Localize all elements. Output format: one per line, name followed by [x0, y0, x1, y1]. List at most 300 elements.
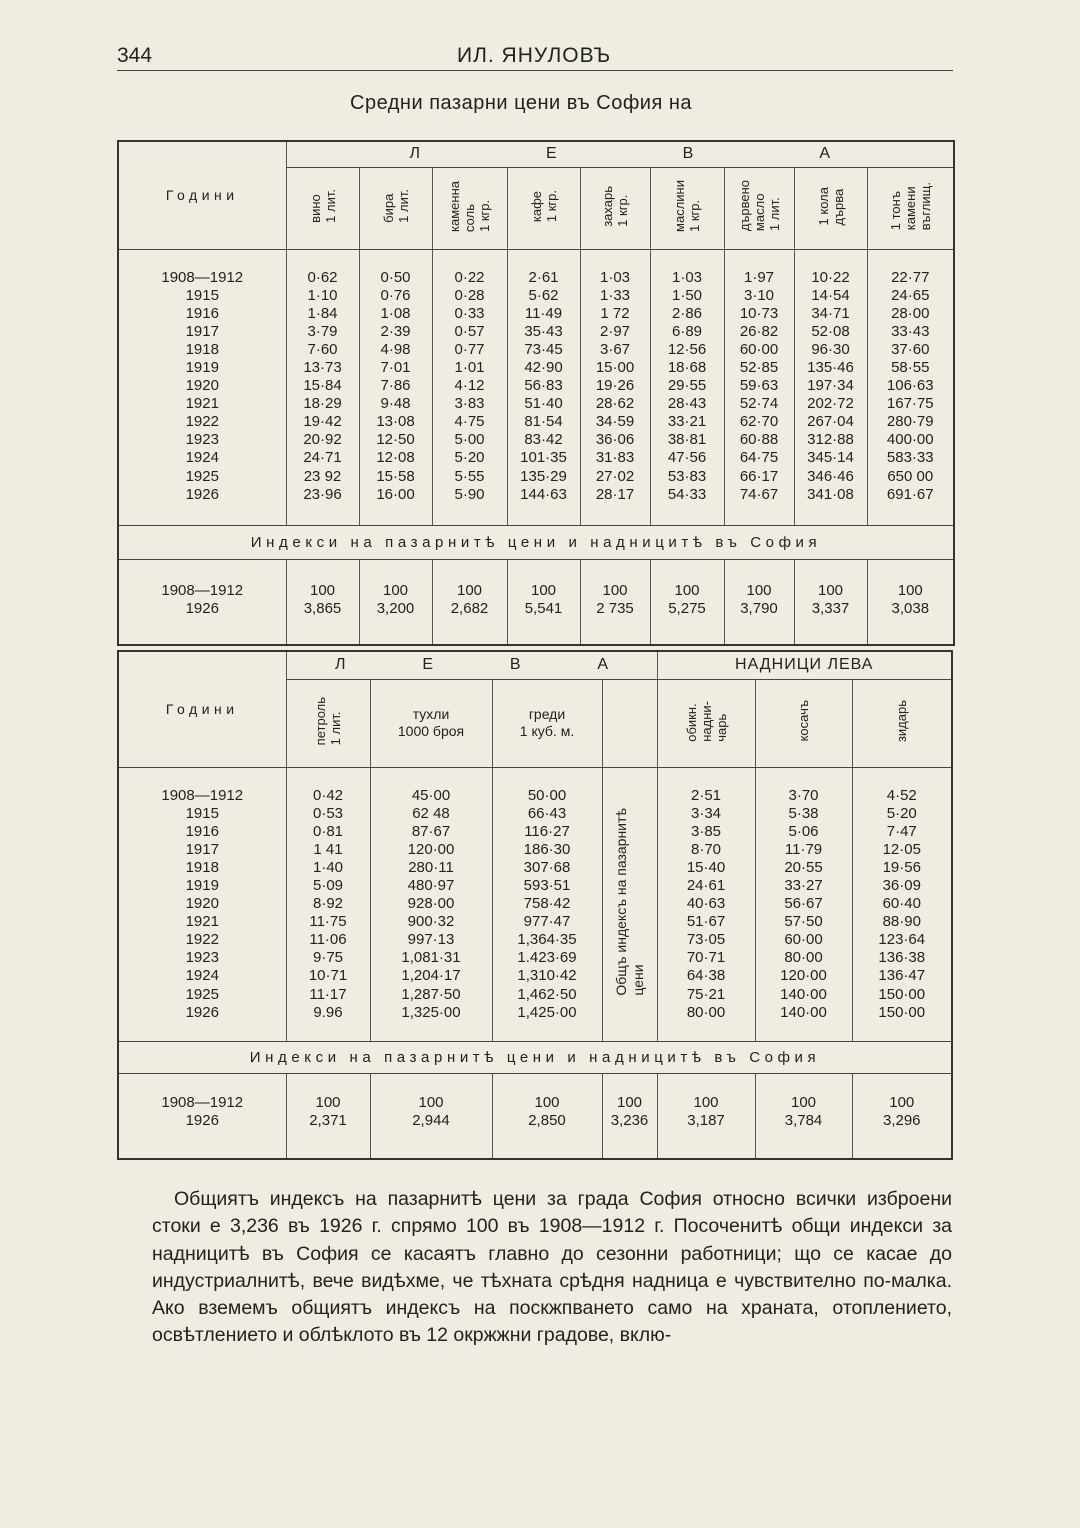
column-header: 1 тонъ камени въглищ. — [867, 167, 954, 249]
table-cell: 1920 — [185, 377, 219, 395]
table-cell: 1·40 — [312, 858, 344, 876]
data-column — [492, 767, 602, 1041]
table-cell: 57·50 — [784, 913, 823, 931]
table-cell: 11·06 — [309, 931, 347, 949]
table-cell: 3,865 — [303, 599, 342, 617]
table-cell: 14·54 — [811, 286, 850, 304]
data-column — [359, 249, 432, 525]
table-cell: 6·89 — [671, 322, 703, 340]
table-cell: 100 — [602, 581, 628, 599]
table-cell: 80·00 — [686, 1003, 726, 1021]
table-cell: 7·60 — [307, 340, 338, 358]
table-cell: 1921 — [185, 395, 219, 413]
column-header: косачъ — [755, 679, 852, 767]
data-column — [867, 249, 954, 525]
table-cell: 3,784 — [784, 1111, 823, 1129]
table-cell: 0·28 — [454, 286, 485, 304]
table-cell: 5·90 — [454, 485, 485, 503]
table-cell: 20·55 — [784, 858, 823, 876]
table-cell: 3,790 — [740, 599, 778, 617]
table-cell: 18·68 — [667, 358, 707, 376]
column-header: захарь 1 кгр. — [580, 167, 650, 249]
table-cell: 1926 — [185, 485, 219, 503]
table-cell: 120·00 — [407, 840, 455, 858]
table-cell: 691·67 — [886, 485, 934, 503]
table-cell: 1·01 — [454, 358, 485, 376]
table-cell: 40·63 — [686, 895, 726, 913]
wages-header: НАДНИЦИ ЛЕВА — [657, 651, 952, 679]
table-cell: 24·71 — [303, 449, 342, 467]
table-cell: 29·55 — [667, 377, 707, 395]
table-cell: 1926 — [185, 1111, 219, 1129]
table-cell: 186·30 — [523, 840, 571, 858]
table-cell: 3·83 — [454, 395, 485, 413]
table-cell: 202·72 — [807, 395, 854, 413]
group-letter: А — [597, 656, 609, 674]
table-cell: 0·22 — [454, 268, 485, 286]
table-cell: 997·13 — [407, 931, 455, 949]
table-cell: 15·84 — [303, 377, 342, 395]
table-cell: 150·00 — [878, 1003, 926, 1021]
table-cell: 144·63 — [520, 485, 567, 503]
table-cell: 52·08 — [811, 322, 850, 340]
table-cell: 19·26 — [595, 377, 635, 395]
index-column — [492, 1073, 602, 1159]
table-cell: 1920 — [185, 895, 219, 913]
group-letter: Е — [422, 656, 433, 674]
table-cell: 928·00 — [407, 895, 455, 913]
table-cell: 5·00 — [454, 431, 485, 449]
table-cell: 1926 — [185, 599, 219, 617]
table-cell: 5,275 — [668, 599, 706, 617]
table-cell: 74·67 — [739, 485, 779, 503]
table-cell: 4·12 — [454, 377, 485, 395]
years-header: Години — [118, 141, 286, 249]
table-cell: 100 — [315, 1093, 341, 1111]
table-cell: 5·20 — [886, 804, 917, 822]
table-cell: 5·55 — [454, 467, 485, 485]
overall-index-label: Общъ индексъ на пазарнитѣ цени — [602, 767, 657, 1041]
table-cell: 8·92 — [312, 895, 344, 913]
table-cell: 13·73 — [303, 358, 342, 376]
table-cell: 60·40 — [882, 895, 921, 913]
table-cell: 1,204·17 — [401, 967, 461, 985]
table-cell: 280·79 — [886, 413, 934, 431]
table-cell: 100 — [534, 1093, 560, 1111]
table-cell: 2 735 — [596, 599, 634, 617]
column-header: кафе 1 кгр. — [507, 167, 580, 249]
table-cell: 1915 — [185, 286, 219, 304]
index-column — [852, 1073, 952, 1159]
table-cell: 123·64 — [878, 931, 926, 949]
table-cell: 12·05 — [882, 840, 921, 858]
table-cell: 5·09 — [312, 876, 344, 894]
table-cell: 1919 — [185, 358, 219, 376]
table-cell: 28·43 — [667, 395, 707, 413]
table-cell: 1923 — [185, 431, 219, 449]
table-cell: 60·88 — [739, 431, 779, 449]
table-cell: 7·86 — [380, 377, 411, 395]
table-cell: 346·46 — [807, 467, 854, 485]
table-cell: 66·43 — [527, 804, 567, 822]
table-cell: 2,371 — [309, 1111, 347, 1129]
table-cell: 136·47 — [878, 967, 926, 985]
index-column — [580, 559, 650, 645]
table-cell: 23·96 — [303, 485, 342, 503]
table-cell: 1·97 — [743, 268, 775, 286]
table-cell: 1908—1912 — [161, 786, 244, 804]
table-cell: 54·33 — [667, 485, 707, 503]
table-cell: 1·50 — [671, 286, 703, 304]
table-cell: 2,850 — [528, 1111, 566, 1129]
table-cell: 1,462·50 — [517, 985, 577, 1003]
data-column — [432, 249, 507, 525]
table-cell: 140·00 — [780, 1003, 827, 1021]
table-cell: 100 — [309, 581, 336, 599]
table-cell: 1922 — [185, 413, 219, 431]
table-cell: 11·17 — [309, 985, 347, 1003]
table-cell: 4·75 — [454, 413, 485, 431]
table-cell: 1925 — [185, 985, 219, 1003]
table-cell: 650 00 — [887, 467, 934, 485]
table-cell: 4·98 — [380, 340, 411, 358]
table-cell: 3,296 — [882, 1111, 921, 1129]
column-header: зидарь — [852, 679, 952, 767]
table-cell: 18·29 — [303, 395, 342, 413]
table-cell: 2·86 — [671, 304, 703, 322]
table-cell: 50·00 — [527, 786, 567, 804]
table-cell: 3·79 — [307, 322, 338, 340]
table-cell: 100 — [382, 581, 409, 599]
table-cell: 100 — [456, 581, 483, 599]
table-cell: 24·61 — [686, 876, 726, 894]
table-cell: 101·35 — [520, 449, 567, 467]
index-column — [602, 1073, 657, 1159]
column-header: каменна соль 1 кгр. — [432, 167, 507, 249]
table-cell: 150·00 — [878, 985, 926, 1003]
table-cell: 33·43 — [891, 322, 930, 340]
table-cell: 60·00 — [784, 931, 823, 949]
index-column — [794, 559, 867, 645]
column-header: 1 кола дърва — [794, 167, 867, 249]
table-cell: 280·11 — [408, 858, 454, 876]
table-cell: 62 48 — [412, 804, 450, 822]
table-cell: 167·75 — [886, 395, 934, 413]
column-header: петроль 1 лит. — [286, 679, 370, 767]
table-cell: 100 — [674, 581, 700, 599]
table-cell: 10·71 — [308, 967, 348, 985]
table-cell: 0·76 — [380, 286, 411, 304]
table-cell: 42·90 — [524, 358, 563, 376]
table-cell: 1908—1912 — [161, 581, 244, 599]
table-cell: 1 41 — [313, 840, 343, 858]
index-column — [657, 1073, 755, 1159]
column-header: дървено масло 1 лит. — [724, 167, 794, 249]
table-cell: 34·71 — [811, 304, 850, 322]
table-cell: 12·50 — [376, 431, 415, 449]
table-cell: 88·90 — [882, 913, 921, 931]
table-cell: 100 — [693, 1093, 719, 1111]
index-column — [867, 559, 954, 645]
table-cell: 9·75 — [312, 949, 344, 967]
table-cell: 100 — [418, 1093, 444, 1111]
table-cell: 31·83 — [595, 449, 635, 467]
table-cell: 35·43 — [524, 322, 563, 340]
group-letter: Л — [409, 145, 420, 163]
table-cell: 136·38 — [878, 949, 926, 967]
table-cell: 10·22 — [811, 268, 850, 286]
years-header: Години — [118, 651, 286, 767]
table-cell: 0·50 — [380, 268, 411, 286]
table-cell: 53·83 — [667, 467, 707, 485]
page-header — [117, 38, 953, 71]
prices-table-1 — [117, 140, 955, 646]
group-letter: А — [819, 145, 831, 163]
table-cell: 59·63 — [739, 377, 779, 395]
table-cell: 1916 — [185, 822, 219, 840]
table-cell: 1,325·00 — [401, 1003, 461, 1021]
body-paragraph — [152, 1186, 952, 1350]
table-cell: 52·74 — [739, 395, 779, 413]
table-cell: 2·61 — [528, 268, 559, 286]
table-cell: 1922 — [185, 931, 219, 949]
index-years — [118, 559, 286, 645]
table-cell: 1919 — [185, 876, 219, 894]
table-cell: 80·00 — [784, 949, 823, 967]
index-column — [359, 559, 432, 645]
table-cell: 12·08 — [376, 449, 415, 467]
table-cell: 1924 — [185, 967, 219, 985]
years-column — [118, 767, 286, 1041]
table-cell: 1926 — [185, 1003, 219, 1021]
table-cell: 267·04 — [807, 413, 854, 431]
table-cell: 96·30 — [811, 340, 850, 358]
group-letter: Е — [546, 145, 557, 163]
index-column — [724, 559, 794, 645]
table-cell: 3·34 — [691, 804, 722, 822]
table-cell: 0·42 — [312, 786, 344, 804]
data-column — [657, 767, 755, 1041]
prices-table-2 — [117, 650, 953, 1160]
group-header — [286, 651, 657, 679]
table-cell: 10·73 — [739, 304, 779, 322]
column-header — [602, 679, 657, 767]
table-cell: 345·14 — [807, 449, 854, 467]
table-cell: 5·20 — [454, 449, 485, 467]
years-column — [118, 249, 286, 525]
table-cell: 1,364·35 — [517, 931, 577, 949]
table-cell: 3·70 — [788, 786, 819, 804]
table-cell: 1915 — [185, 804, 219, 822]
index-column — [286, 1073, 370, 1159]
table-cell: 11·79 — [784, 840, 823, 858]
table-cell: 20·92 — [303, 431, 342, 449]
table-cell: 1924 — [185, 449, 219, 467]
table-cell: 33·27 — [784, 876, 823, 894]
table-cell: 4·52 — [886, 786, 917, 804]
table-cell: 1·03 — [671, 268, 703, 286]
table-cell: 8·70 — [691, 840, 722, 858]
table-cell: 116·27 — [524, 822, 570, 840]
index-column — [755, 1073, 852, 1159]
paragraph-text: Общиятъ индексъ на пазарнитѣ цени за града София относно всички изброени стоки е 3,236 въ 1926 г. спрямо 100 въ 1908—1912 г. Посоченитѣ общи индекси за надницитѣ въ София се касаятъ главно до сезонни работници; що се касае до индустриалнитѣ, вече видѣхме, че тѣхната срѣдня надница е чувствително по-малка. Ако вземемъ общиятъ индексъ на поскжпването само на храната, отоплението, освѣтлението и облѣклото въ 12 окржжни градове, вклю- — [152, 1188, 952, 1347]
running-title: ИЛ. ЯНУЛОВЪ — [457, 44, 612, 67]
table-cell: 24·65 — [891, 286, 930, 304]
table-cell: 66·17 — [739, 467, 779, 485]
table-cell: 1908—1912 — [161, 268, 244, 286]
table-cell: 312·88 — [807, 431, 854, 449]
table-cell: 19·56 — [882, 858, 921, 876]
data-column — [507, 249, 580, 525]
table-cell: 341·08 — [807, 485, 854, 503]
column-header: бира 1 лит. — [359, 167, 432, 249]
table-cell: 900·32 — [407, 913, 455, 931]
table-cell: 9·48 — [380, 395, 411, 413]
table-cell: 13·08 — [376, 413, 415, 431]
table-cell: 0·81 — [312, 822, 344, 840]
table-cell: 15·00 — [595, 358, 635, 376]
table-cell: 1,310·42 — [517, 967, 577, 985]
group-letter: В — [509, 656, 521, 674]
table-cell: 135·46 — [807, 358, 854, 376]
table-cell: 5,541 — [524, 599, 563, 617]
table-cell: 38·81 — [667, 431, 707, 449]
table-cell: 1925 — [185, 467, 219, 485]
table-cell: 140·00 — [780, 985, 827, 1003]
table-caption: Средни пазарни цени въ София на — [350, 92, 693, 114]
data-column — [724, 249, 794, 525]
table-cell: 27·02 — [595, 467, 635, 485]
column-header: маслини 1 кгр. — [650, 167, 724, 249]
group-header — [286, 141, 954, 167]
table-cell: 51·67 — [686, 913, 726, 931]
data-column — [580, 249, 650, 525]
table-cell: 3·67 — [599, 340, 631, 358]
table-cell: 5·62 — [528, 286, 559, 304]
data-column — [286, 767, 370, 1041]
table-cell: 1,287·50 — [401, 985, 461, 1003]
table-cell: 56·67 — [784, 895, 823, 913]
table-cell: 1,425·00 — [517, 1003, 577, 1021]
data-column — [755, 767, 852, 1041]
table-cell: 58·55 — [891, 358, 930, 376]
table-cell: 19·42 — [303, 413, 342, 431]
table-cell: 0·53 — [312, 804, 344, 822]
table-cell: 400·00 — [886, 431, 934, 449]
table-cell: 307·68 — [523, 858, 571, 876]
table-cell: 22·77 — [891, 268, 930, 286]
table-cell: 135·29 — [520, 467, 567, 485]
table-cell: 1 72 — [600, 304, 630, 322]
table-cell: 64·38 — [686, 967, 726, 985]
table-cell: 11·49 — [524, 304, 563, 322]
table-cell: 593·51 — [523, 876, 571, 894]
table-cell: 9.96 — [313, 1003, 343, 1021]
index-title: Индекси на пазарнитѣ цени и надницитѣ въ София — [118, 1041, 952, 1073]
table-cell: 100 — [791, 1093, 817, 1111]
page-number: 344 — [117, 44, 153, 67]
table-cell: 2,944 — [412, 1111, 450, 1129]
table-cell: 197·34 — [807, 377, 854, 395]
table-cell: 47·56 — [667, 449, 707, 467]
index-title: Индекси на пазарнитѣ цени и надницитѣ въ София — [118, 525, 954, 559]
table-cell: 0·33 — [454, 304, 485, 322]
group-letter: В — [682, 145, 694, 163]
index-column — [432, 559, 507, 645]
table-cell: 120·00 — [780, 967, 827, 985]
group-letter: Л — [334, 656, 346, 674]
table-cell: 36·09 — [882, 876, 921, 894]
table-cell: 1916 — [185, 304, 219, 322]
table-cell: 87·67 — [411, 822, 451, 840]
table-cell: 28·17 — [595, 485, 635, 503]
table-cell: 3,038 — [891, 599, 930, 617]
table-cell: 81·54 — [524, 413, 563, 431]
table-cell: 977·47 — [523, 913, 571, 931]
table-cell: 480·97 — [407, 876, 455, 894]
table-cell: 36·06 — [595, 431, 635, 449]
table-cell: 16·00 — [376, 485, 415, 503]
data-column — [286, 249, 359, 525]
column-header: обикн. надни- чарь — [657, 679, 755, 767]
table-cell: 34·59 — [595, 413, 635, 431]
table-cell: 1,081·31 — [401, 949, 461, 967]
table-cell: 2·39 — [380, 322, 411, 340]
table-cell: 1918 — [185, 858, 219, 876]
table-cell: 1923 — [185, 949, 219, 967]
table-cell: 52·85 — [739, 358, 779, 376]
table-cell: 3,187 — [687, 1111, 725, 1129]
table-cell: 5·06 — [788, 822, 819, 840]
table-cell: 1·84 — [307, 304, 338, 322]
table-cell: 2·51 — [691, 786, 722, 804]
index-column — [286, 559, 359, 645]
table-cell: 7·01 — [380, 358, 411, 376]
table-cell: 1·33 — [599, 286, 631, 304]
table-cell: 12·56 — [667, 340, 707, 358]
column-header: греди 1 куб. м. — [492, 679, 602, 767]
table-cell: 28·00 — [891, 304, 930, 322]
table-cell: 62·70 — [739, 413, 779, 431]
table-cell: 70·71 — [686, 949, 726, 967]
table-cell: 1918 — [185, 340, 219, 358]
table-cell: 0·62 — [307, 268, 338, 286]
table-cell: 83·42 — [524, 431, 563, 449]
table-cell: 106·63 — [886, 377, 934, 395]
table-cell: 1921 — [185, 913, 219, 931]
data-column — [794, 249, 867, 525]
table-cell: 15·58 — [376, 467, 415, 485]
table-cell: 7·47 — [886, 822, 917, 840]
table-cell: 28·62 — [595, 395, 635, 413]
table-cell: 37·60 — [891, 340, 930, 358]
table-cell: 60·00 — [739, 340, 779, 358]
column-header: тухли 1000 броя — [370, 679, 492, 767]
table-cell: 1.423·69 — [517, 949, 577, 967]
table-cell: 51·40 — [524, 395, 563, 413]
column-header: вино 1 лит. — [286, 167, 359, 249]
table-cell: 11·75 — [309, 913, 347, 931]
table-cell: 3,200 — [376, 599, 415, 617]
data-column — [370, 767, 492, 1041]
table-cell: 100 — [889, 1093, 915, 1111]
table-cell: 3,236 — [610, 1111, 649, 1129]
index-years — [118, 1073, 286, 1159]
table-cell: 1·10 — [307, 286, 338, 304]
table-cell: 15·40 — [686, 858, 726, 876]
table-cell: 3·10 — [743, 286, 775, 304]
index-column — [370, 1073, 492, 1159]
